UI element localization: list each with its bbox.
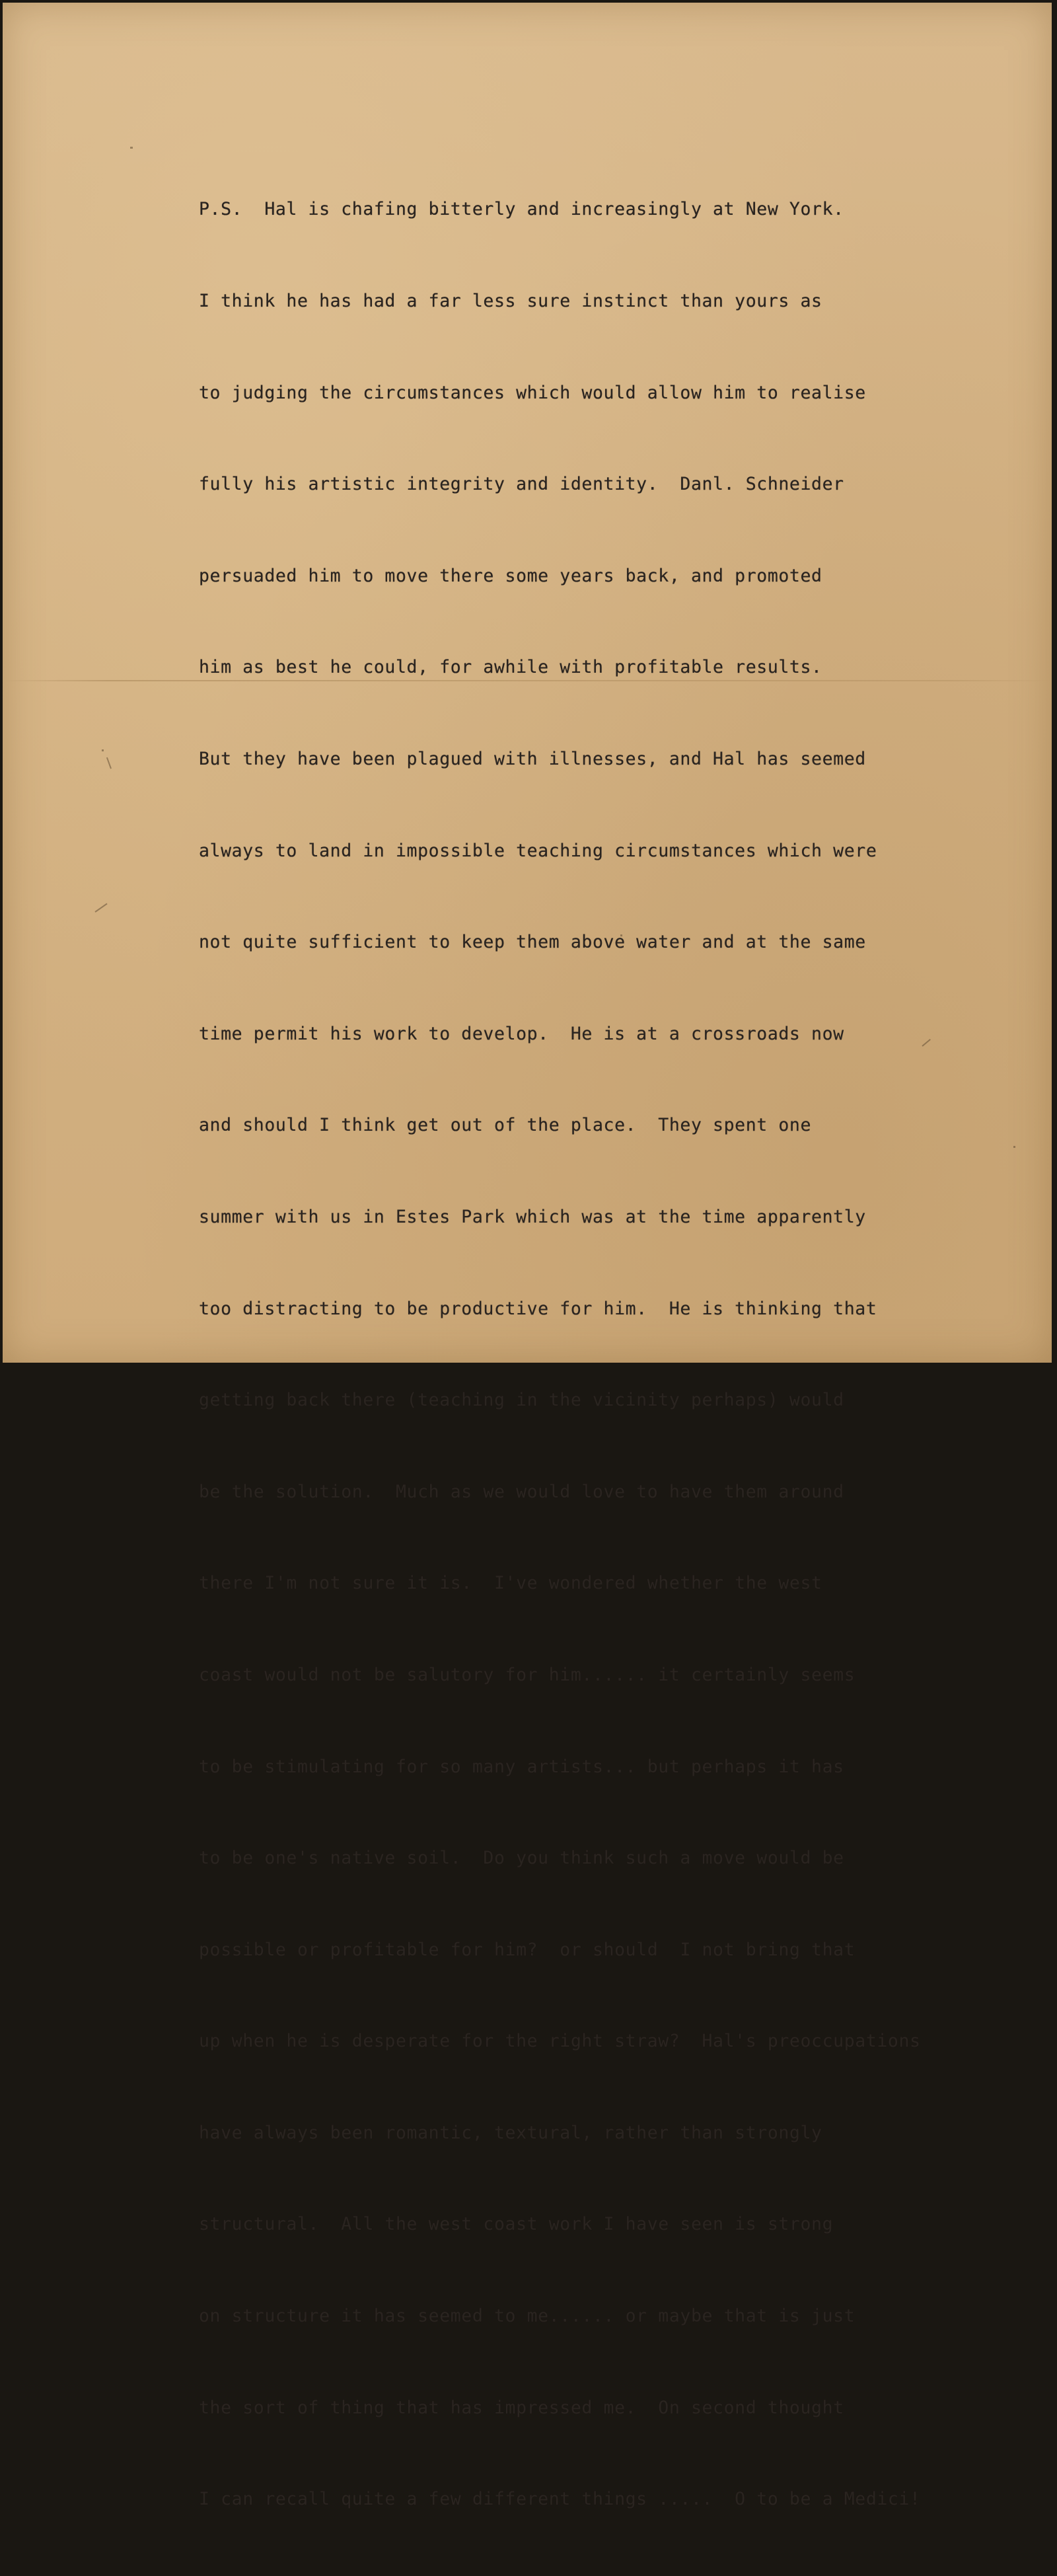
letter-line: him as best he could, for awhile with profitable results. (199, 657, 822, 678)
letter-line: getting back there (teaching in the vicinity perhaps) would (199, 1390, 844, 1411)
letter-line: and should I think get out of the place. They spent one (199, 1115, 812, 1136)
paper-blemish (106, 757, 112, 769)
letter-line: I can recall quite a few different things ..... O to be a Medici! (199, 2489, 921, 2510)
letter-page (3, 3, 1052, 2510)
letter-line: But they have been plagued with illnesses, and Hal has seemed (199, 748, 866, 769)
letter-line: there I'm not sure it is. I've wondered whether the west (199, 1573, 822, 1594)
letter-line: time permit his work to develop. He is at a crossroads now (199, 1023, 844, 1044)
paper-blemish (94, 903, 107, 913)
letter-line: fully his artistic integrity and identity. Danl. Schneider (199, 474, 844, 495)
letter-line: persuaded him to move there some years back, and promoted (199, 565, 822, 586)
letter-line: structural. All the west coast work I have seen is strong (199, 2214, 834, 2235)
paper-blemish (102, 749, 104, 751)
letter-line: I think he has had a far less sure instinct than yours as (199, 291, 822, 311)
letter-line: to be one's native soil. Do you think such a move would be (199, 1848, 844, 1869)
letter-line: the sort of thing that has impressed me. On second thought (199, 2397, 844, 2418)
paper-blemish (130, 147, 133, 149)
letter-line: coast would not be salutory for him...... it certainly seems (199, 1664, 856, 1685)
letter-line: possible or profitable for him? or should I not bring that (199, 1939, 856, 1960)
letter-line: summer with us in Estes Park which was at the time apparently (199, 1206, 866, 1227)
letter-line: not quite sufficient to keep them above water and at the same (199, 932, 866, 953)
letter-line: up when he is desperate for the right straw? Hal's preoccupations (199, 2031, 921, 2052)
letter-line: have always been romantic, textural, rather than strongly (199, 2122, 822, 2143)
letter-line: be the solution. Much as we would love to have them around (199, 1481, 844, 1502)
letter-line: too distracting to be productive for him. He is thinking that (199, 1298, 877, 1319)
letter-line: P.S. Hal is chafing bitterly and increasingly at New York. (199, 199, 844, 220)
letter-line: always to land in impossible teaching circumstances which were (199, 840, 877, 861)
letter-line: on structure it has seemed to me...... or maybe that is just (199, 2306, 856, 2327)
letter-line: to judging the circumstances which would allow him to realise (199, 382, 866, 403)
typed-letter-body (199, 133, 1051, 2576)
letter-line: to be stimulating for so many artists... but perhaps it has (199, 1756, 844, 1777)
